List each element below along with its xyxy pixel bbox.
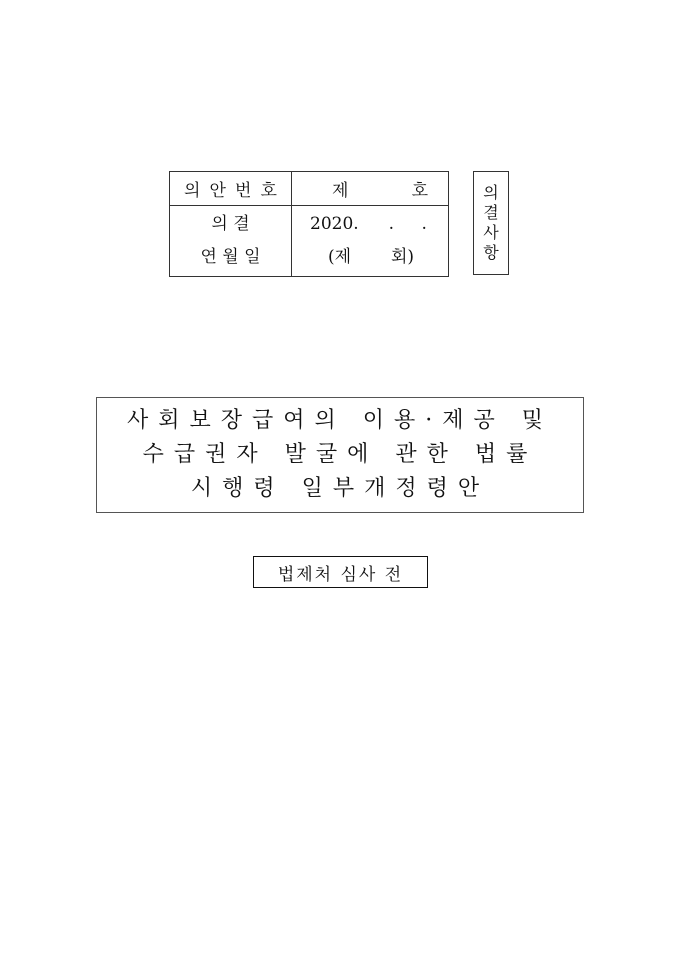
bill-number-label-char: 호 xyxy=(260,181,277,201)
bill-number-label xyxy=(170,172,292,206)
bill-title-box xyxy=(96,397,584,513)
date-year: 2020. xyxy=(310,214,359,234)
date-placeholder-dots: . . xyxy=(388,214,427,234)
bill-title-line-2: 수급권자 발굴에 관한 법률 xyxy=(142,442,538,467)
decision-matters-char: 사 xyxy=(483,223,499,242)
decision-matters-char: 결 xyxy=(483,203,499,222)
decision-matters-box xyxy=(473,171,509,275)
bill-number-label-char: 안 xyxy=(209,181,226,201)
bill-number-prefix: 제 xyxy=(332,181,349,201)
date-label-char: 연 xyxy=(200,247,217,267)
session-close: 회) xyxy=(390,247,414,267)
decision-date-row xyxy=(170,206,449,277)
decision-date-value xyxy=(292,206,449,277)
bill-number-label-char: 번 xyxy=(235,181,252,201)
bill-title-line-1: 사회보장급여의 이용·제공 및 xyxy=(126,408,553,433)
decision-matters-char: 항 xyxy=(483,243,499,262)
decision-matters-char: 의 xyxy=(483,183,499,202)
bill-title-line-3: 시행령 일부개정령안 xyxy=(190,476,490,501)
decision-label-char: 결 xyxy=(233,214,250,234)
decision-date-label xyxy=(170,206,292,277)
session-open: (제 xyxy=(328,247,352,267)
review-stage-label: 법제처 심사 전 xyxy=(253,556,428,588)
bill-number-row xyxy=(170,172,449,206)
bill-number-value xyxy=(292,172,449,206)
bill-number-label-char: 의 xyxy=(184,181,201,201)
bill-info-table xyxy=(169,171,449,277)
bill-number-suffix: 호 xyxy=(411,181,428,201)
date-label-char: 월 xyxy=(222,247,239,267)
decision-label-char: 의 xyxy=(211,214,228,234)
date-label-char: 일 xyxy=(244,247,261,267)
